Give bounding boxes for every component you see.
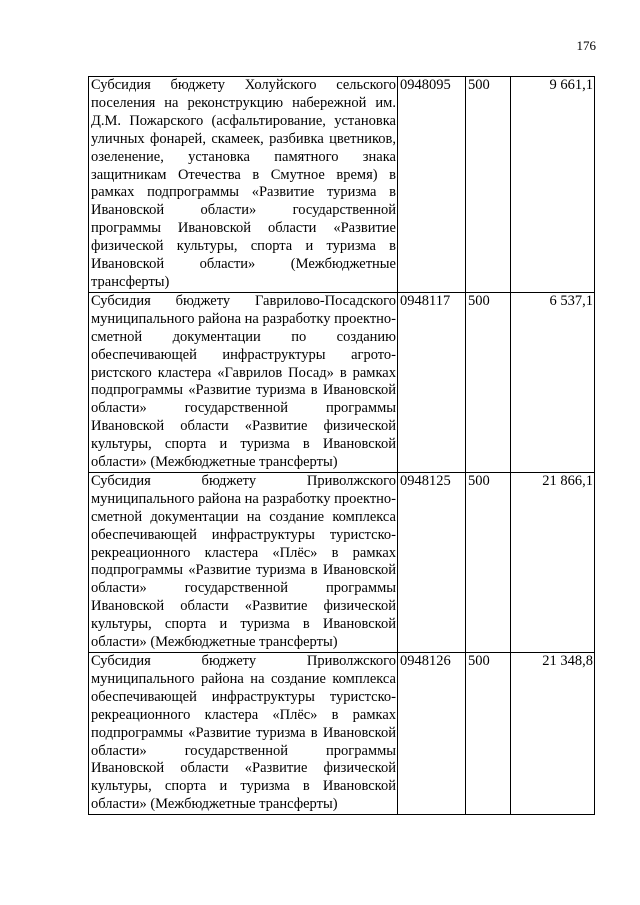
- row-expense-type: 500: [466, 472, 511, 652]
- table-row: [89, 292, 595, 472]
- row-target-code: 0948095: [398, 77, 466, 293]
- row-target-code: 0948125: [398, 472, 466, 652]
- table-row: [89, 472, 595, 652]
- row-target-code: 0948117: [398, 292, 466, 472]
- budget-table: [88, 76, 595, 815]
- row-target-code: 0948126: [398, 653, 466, 815]
- row-description: Субсидия бюджету Холуйского сельского поселения на реконструкцию набережной им. Д.М. Пожарского (асфальтирование, установка уличных фонарей, скамеек, разбивка цветников, озеленение, установка памятного знака защитникам Отечества в Смутное время) в рамках подпрограммы «Развитие туризма в Ивановской области» государственной программы Ивановской области «Развитие физической культуры, спорта и туризма в Ивановской области» (Межбюджетные трансферты): [89, 77, 398, 293]
- table-row: [89, 77, 595, 293]
- row-description: Субсидия бюджету Гаврилово-Посадского муниципального района на разработку проектно-сметной документации по созданию обеспечивающей инфраструктуры агротористского кластера «Гаврилов Посад» в рамках подпрограммы «Развитие туризма в Ивановской области» государственной программы Ивановской области «Развитие физической культуры, спорта и туризма в Ивановской области» (Межбюджетные трансферты): [89, 292, 398, 472]
- row-amount: 21 348,8: [511, 653, 595, 815]
- row-amount: 6 537,1: [511, 292, 595, 472]
- row-description: Субсидия бюджету Приволжского муниципального района на создание комплекса обеспечивающей инфраструктуры туристско-рекреационного кластера «Плёс» в рамках подпрограммы «Развитие туризма в Ивановской области» государственной программы Ивановской области «Развитие физической культуры, спорта и туризма в Ивановской области» (Межбюджетные трансферты): [89, 653, 398, 815]
- row-amount: 9 661,1: [511, 77, 595, 293]
- row-expense-type: 500: [466, 77, 511, 293]
- table-row: [89, 653, 595, 815]
- row-expense-type: 500: [466, 292, 511, 472]
- row-expense-type: 500: [466, 653, 511, 815]
- row-description: Субсидия бюджету Приволжского муниципального района на разработку проектно-сметной документации на создание комплекса обеспечивающей инфраструктуры туристско-рекреационного кластера «Плёс» в рамках подпрограммы «Развитие туризма в Ивановской области» государственной программы Ивановской области «Развитие физической культуры, спорта и туризма в Ивановской области» (Межбюджетные трансферты): [89, 472, 398, 652]
- row-amount: 21 866,1: [511, 472, 595, 652]
- page-number: 176: [576, 38, 596, 53]
